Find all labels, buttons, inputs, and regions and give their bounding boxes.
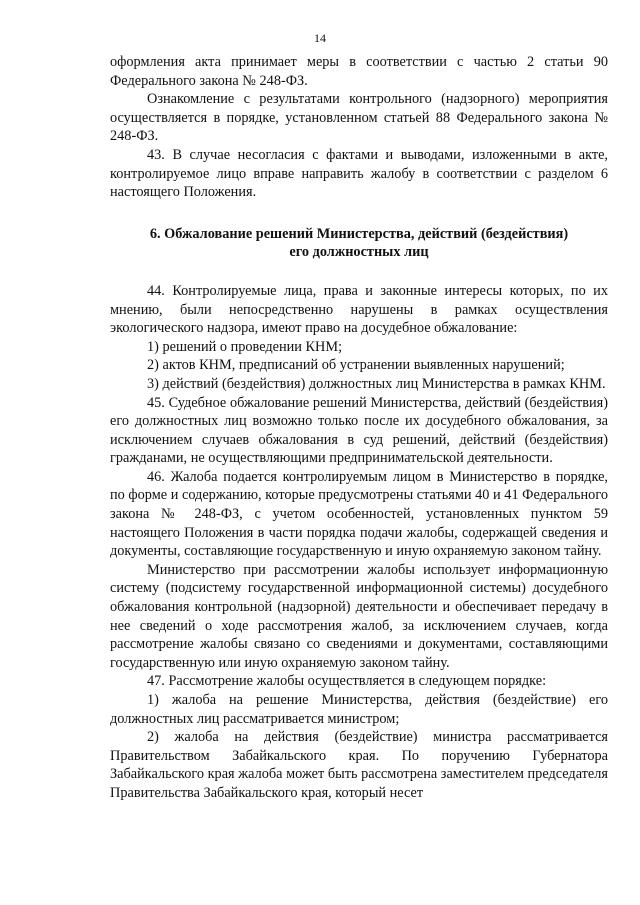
paragraph-familiarization: Ознакомление с результатами контрольного (надзорного) мероприятия осуществляется в порядке, установленном статьей 88 Федерального закона № 248-ФЗ.: [110, 91, 608, 145]
paragraph-47: 47. Рассмотрение жалобы осуществляется в следующем порядке:: [147, 673, 547, 690]
paragraph-46: 46. Жалоба подается контролируемым лицом в Министерство в порядке, по форме и содержанию, которые предусмотрены статьями 40 и 41 Федерального закона № 248-ФЗ, с учетом особенностей, установленных пунктом 59 настоящего Положения в части порядка подачи жалобы, содержащей сведения и документы, составляющие государственную и иную охраняемую законом тайну.: [110, 468, 608, 560]
section-heading-line-2: его должностных лиц: [289, 244, 429, 261]
section-heading-line-1: 6. Обжалование решений Министерства, действий (бездействия): [149, 225, 569, 242]
page-number: 14: [314, 31, 326, 45]
list-item-47-2: 2) жалоба на действия (бездействие) министра рассматривается Правительством Забайкальского края. По поручению Губернатора Забайкальского края жалоба может быть рассмотрена заместителем председателя Правительства Забайкальского края, который несет: [110, 729, 608, 801]
paragraph-43: 43. В случае несогласия с фактами и выводами, изложенными в акте, контролируемое лицо вправе направить жалобу в соответствии с разделом 6 настоящего Положения.: [110, 146, 608, 201]
section-heading: [110, 225, 608, 262]
paragraph-information-system: Министерство при рассмотрении жалобы использует информационную систему (подсистему государственной информационной системы) досудебного обжалования контрольной (надзорной) деятельности и обеспечивает передачу в нее сведений о ходе рассмотрения жалоб, за исключением случаев, когда рассмотрение жалобы связано со сведениями и документами, составляющими государственную или иную охраняемую законом тайну.: [110, 561, 608, 671]
list-item-44-2: 2) актов КНМ, предписаний об устранении выявленных нарушений;: [147, 357, 565, 374]
list-item-44-3: 3) действий (бездействия) должностных лиц Министерства в рамках КНМ.: [147, 375, 606, 392]
list-item-44-1: 1) решений о проведении КНМ;: [147, 338, 343, 355]
document-body: [110, 53, 608, 803]
list-item-47-1: 1) жалоба на решение Министерства, действия (бездействие) его должностных лиц рассматривается министром;: [110, 692, 608, 727]
paragraph-continuation: оформления акта принимает меры в соответствии с частью 2 статьи 90 Федерального закона № 248-ФЗ.: [110, 54, 608, 89]
paragraph-44: 44. Контролируемые лица, права и законные интересы которых, по их мнению, были непосредственно нарушены в рамках осуществления экологического надзора, имеют право на досудебное обжалование:: [110, 282, 608, 337]
paragraph-45: 45. Судебное обжалование решений Министерства, действий (бездействия) его должностных лиц возможно только после их досудебного обжалования, за исключением случаев обжалования в суд решений, действий (бездействия) гражданами, не осуществляющими предпринимательской деятельности.: [110, 394, 608, 467]
